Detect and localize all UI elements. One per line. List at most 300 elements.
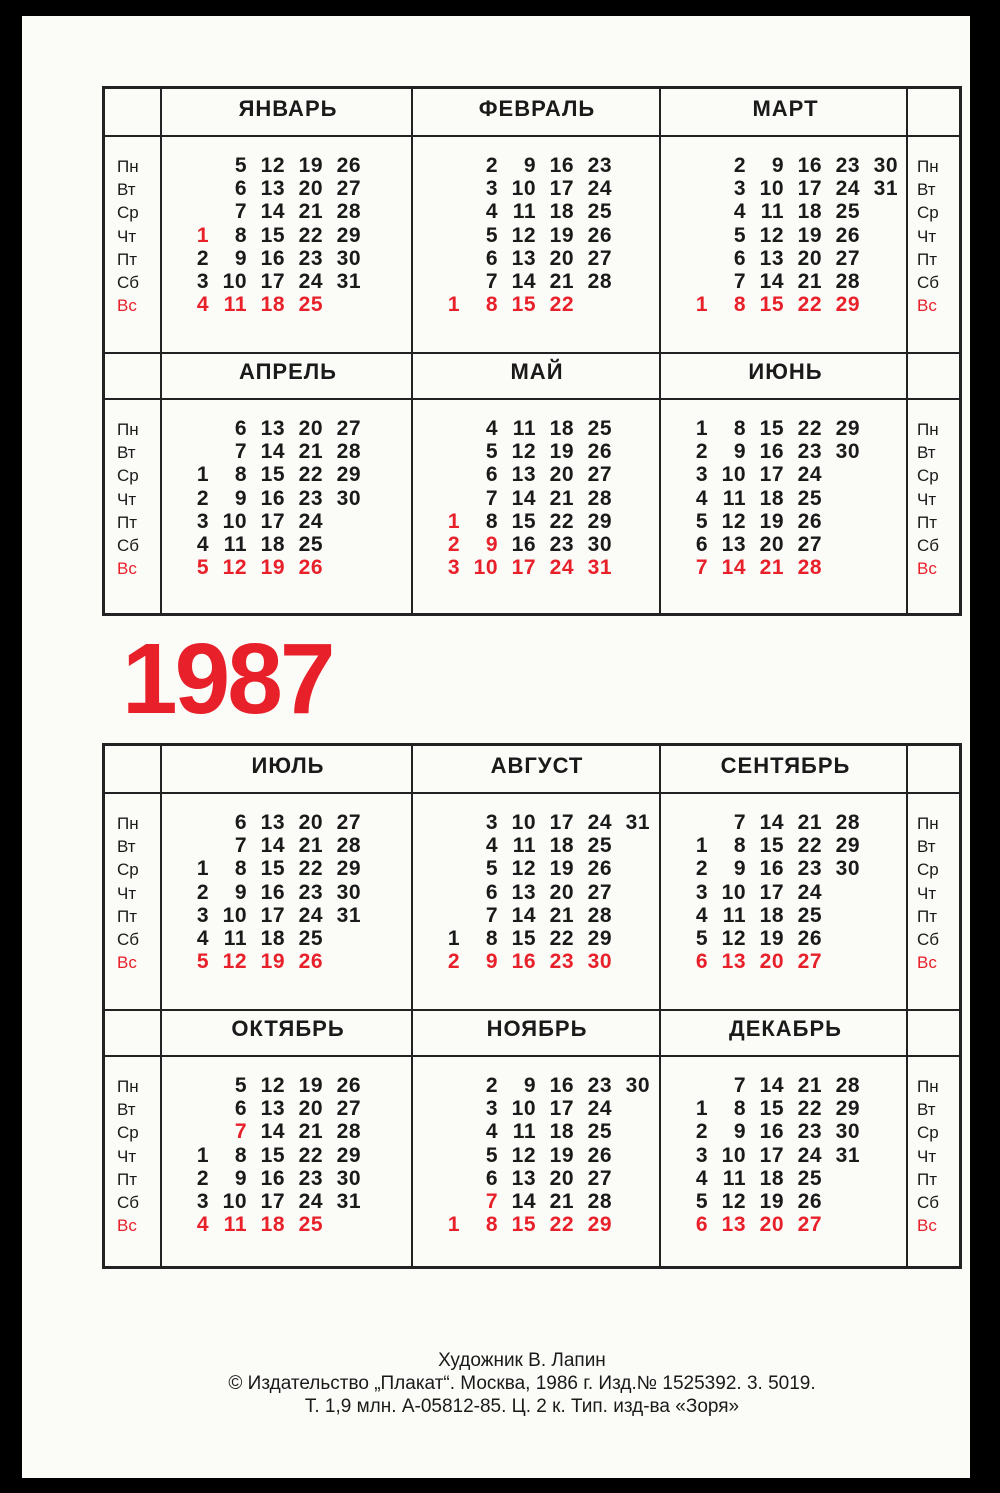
date-cell: 17 [260, 509, 285, 533]
date-cell: 3 [196, 509, 209, 533]
date-cell: 22 [797, 1097, 822, 1121]
date-cell: 22 [298, 463, 323, 487]
date-cell: 22 [298, 1143, 323, 1167]
date-cell: 25 [587, 1120, 612, 1144]
date-cell: 6 [485, 880, 498, 904]
date-cell: 5 [485, 223, 498, 247]
date-cell: 26 [336, 154, 361, 177]
date-cell: 11 [722, 903, 746, 927]
date-cell: 17 [797, 177, 822, 201]
date-cell: 15 [759, 1097, 784, 1121]
date-cell: 13 [260, 811, 285, 834]
date-cell: 16 [511, 950, 536, 974]
date-cell: 24 [298, 903, 323, 927]
date-cell: 6 [234, 177, 247, 201]
date-cell: 22 [298, 857, 323, 881]
date-cell: 30 [873, 154, 898, 177]
date-cell: 15 [759, 834, 784, 858]
date-cell: 7 [695, 556, 708, 580]
date-cell: 10 [511, 1097, 536, 1121]
date-cell: 30 [336, 880, 361, 904]
date-cell: 11 [512, 417, 536, 440]
date-cell: 24 [587, 177, 612, 201]
date-cell: 13 [511, 246, 536, 270]
date-cell: 22 [797, 417, 822, 440]
date-cell: 9 [733, 857, 746, 881]
date-cell: 28 [587, 486, 612, 510]
date-cell: 7 [485, 270, 498, 293]
date-cell: 10 [222, 1190, 247, 1213]
date-cell: 17 [759, 463, 784, 487]
weekday-label: Сб [117, 1193, 140, 1213]
date-cell: 14 [260, 200, 285, 224]
date-cell: 23 [298, 880, 323, 904]
date-cell: 7 [234, 440, 247, 464]
date-cell: 13 [759, 246, 784, 270]
weekday-label: Вт [917, 180, 936, 200]
date-cell: 23 [298, 486, 323, 510]
date-cell: 11 [512, 200, 536, 224]
date-cell: 5 [695, 509, 708, 533]
date-cell: 17 [260, 270, 285, 293]
date-cell: 18 [549, 417, 574, 440]
date-cell: 27 [797, 533, 822, 556]
date-cell: 28 [336, 200, 361, 224]
date-cell: 14 [511, 1190, 536, 1213]
date-cell: 9 [733, 1120, 746, 1144]
weekday-label: Пт [117, 1169, 138, 1189]
date-cell: 18 [759, 903, 784, 927]
weekday-column [117, 155, 139, 317]
date-cell: 6 [695, 533, 708, 556]
date-cell: 18 [260, 1213, 285, 1237]
artist-credit: Художник В. Лапин [438, 1350, 606, 1371]
date-cell: 28 [336, 1120, 361, 1144]
date-cell: 27 [336, 811, 361, 834]
date-cell: 5 [695, 927, 708, 950]
date-cell: 2 [196, 486, 209, 510]
date-cell: 4 [485, 200, 498, 224]
date-cell: 31 [625, 811, 650, 834]
date-cell: 11 [223, 1213, 247, 1237]
weekday-label: Пт [117, 906, 138, 926]
weekday-column [117, 812, 139, 974]
weekday-label: Сб [917, 273, 940, 293]
date-cell: 3 [695, 1143, 708, 1167]
date-cell: 20 [549, 880, 574, 904]
weekday-label: Чт [917, 489, 937, 509]
date-cell: 7 [733, 1074, 746, 1097]
date-cell: 18 [260, 293, 285, 317]
date-cell: 12 [222, 556, 247, 580]
date-cell: 16 [260, 246, 285, 270]
date-cell: 4 [196, 927, 209, 950]
date-cell: 20 [549, 246, 574, 270]
date-cell: 20 [298, 177, 323, 201]
date-cell: 26 [336, 1074, 361, 1097]
date-cell: 30 [587, 950, 612, 974]
month-dates [420, 154, 650, 324]
date-cell: 30 [835, 1120, 860, 1144]
month-title: АВГУСТ [490, 753, 584, 778]
weekday-label: Вт [117, 443, 136, 463]
date-cell: 29 [336, 223, 361, 247]
month-title: ЯНВАРЬ [238, 96, 338, 121]
date-cell: 20 [759, 533, 784, 556]
date-cell: 19 [549, 857, 574, 881]
date-cell: 17 [260, 903, 285, 927]
weekday-column [117, 418, 139, 580]
date-cell: 9 [485, 533, 498, 556]
date-cell: 12 [759, 223, 784, 247]
weekday-label: Чт [917, 226, 937, 246]
weekday-label: Сб [117, 273, 140, 293]
date-cell: 11 [722, 1166, 746, 1190]
grid-hline [105, 352, 959, 354]
date-cell: 21 [797, 1074, 822, 1097]
date-cell: 2 [485, 1074, 498, 1097]
date-cell: 21 [797, 811, 822, 834]
date-cell: 13 [511, 880, 536, 904]
grid-vline [411, 746, 413, 1266]
date-cell: 8 [733, 293, 746, 317]
date-cell: 2 [485, 154, 498, 177]
date-cell: 7 [234, 834, 247, 858]
date-cell: 23 [298, 246, 323, 270]
date-cell: 7 [234, 1120, 247, 1144]
date-cell: 16 [260, 880, 285, 904]
date-cell: 3 [196, 1190, 209, 1213]
date-cell: 12 [511, 1143, 536, 1167]
date-cell: 25 [587, 417, 612, 440]
date-cell: 20 [298, 1097, 323, 1121]
date-cell: 25 [797, 903, 822, 927]
weekday-label: Вс [117, 296, 137, 316]
date-cell: 6 [234, 417, 247, 440]
date-cell: 26 [587, 223, 612, 247]
date-cell: 1 [695, 1097, 708, 1121]
date-cell: 15 [260, 857, 285, 881]
month-dates [420, 811, 650, 981]
date-cell: 30 [587, 533, 612, 556]
weekday-column [917, 418, 939, 580]
date-cell: 6 [234, 811, 247, 834]
weekday-label: Чт [117, 1146, 137, 1166]
date-cell: 16 [759, 1120, 784, 1144]
date-cell: 11 [760, 200, 784, 224]
date-cell: 13 [721, 533, 746, 556]
date-cell: 7 [733, 811, 746, 834]
date-cell: 24 [835, 177, 860, 201]
date-cell: 22 [549, 927, 574, 950]
date-cell: 11 [512, 1120, 536, 1144]
date-cell: 28 [336, 440, 361, 464]
grid-hline [105, 792, 959, 794]
weekday-label: Чт [917, 883, 937, 903]
date-cell: 14 [511, 903, 536, 927]
date-cell: 29 [835, 293, 860, 317]
date-cell: 26 [298, 556, 323, 580]
date-cell: 16 [549, 1074, 574, 1097]
weekday-label: Вс [917, 1216, 937, 1236]
date-cell: 12 [511, 857, 536, 881]
weekday-label: Чт [117, 489, 137, 509]
date-cell: 26 [797, 927, 822, 950]
grid-vline [906, 746, 908, 1266]
date-cell: 14 [759, 811, 784, 834]
date-cell: 24 [797, 463, 822, 487]
date-cell: 18 [549, 200, 574, 224]
date-cell: 10 [759, 177, 784, 201]
date-cell: 14 [260, 834, 285, 858]
date-cell: 21 [549, 270, 574, 293]
date-cell: 20 [759, 1213, 784, 1237]
date-cell: 29 [336, 1143, 361, 1167]
weekday-label: Сб [917, 536, 940, 556]
date-cell: 9 [733, 440, 746, 464]
date-cell: 27 [336, 1097, 361, 1121]
weekday-label: Вт [117, 837, 136, 857]
date-cell: 12 [721, 509, 746, 533]
date-cell: 12 [260, 154, 285, 177]
date-cell: 13 [721, 950, 746, 974]
date-cell: 6 [695, 950, 708, 974]
date-cell: 15 [260, 463, 285, 487]
date-cell: 7 [733, 270, 746, 293]
date-cell: 14 [260, 1120, 285, 1144]
weekday-column [917, 155, 939, 317]
date-cell: 14 [511, 270, 536, 293]
date-cell: 16 [511, 533, 536, 556]
date-cell: 12 [222, 950, 247, 974]
month-title: ИЮНЬ [748, 359, 823, 384]
calendar-grid-top [102, 86, 962, 616]
weekday-column [917, 812, 939, 974]
date-cell: 8 [234, 463, 247, 487]
date-cell: 9 [234, 246, 247, 270]
month-title: МАЙ [510, 359, 564, 384]
date-cell: 25 [298, 533, 323, 556]
month-dates [668, 417, 898, 587]
date-cell: 5 [234, 154, 247, 177]
weekday-label: Пт [917, 1169, 938, 1189]
date-cell: 7 [485, 903, 498, 927]
date-cell: 28 [835, 811, 860, 834]
date-cell: 15 [511, 293, 536, 317]
weekday-label: Ср [117, 466, 139, 486]
date-cell: 22 [549, 509, 574, 533]
date-cell: 6 [234, 1097, 247, 1121]
month-dates [169, 154, 399, 324]
date-cell: 23 [298, 1166, 323, 1190]
print-line: Т. 1,9 млн. А-05812-85. Ц. 2 к. Тип. изд-ва «Зоря» [304, 1396, 740, 1417]
date-cell: 19 [298, 154, 323, 177]
weekday-label: Пт [117, 249, 138, 269]
date-cell: 10 [222, 270, 247, 293]
date-cell: 4 [695, 486, 708, 510]
date-cell: 18 [260, 927, 285, 950]
date-cell: 24 [298, 509, 323, 533]
date-cell: 19 [298, 1074, 323, 1097]
date-cell: 28 [587, 1190, 612, 1213]
date-cell: 8 [485, 927, 498, 950]
date-cell: 30 [835, 857, 860, 881]
weekday-label: Вс [917, 953, 937, 973]
date-cell: 11 [722, 486, 746, 510]
date-cell: 14 [260, 440, 285, 464]
date-cell: 24 [298, 270, 323, 293]
date-cell: 28 [587, 903, 612, 927]
date-cell: 13 [511, 1166, 536, 1190]
date-cell: 26 [797, 1190, 822, 1213]
date-cell: 1 [695, 834, 708, 858]
weekday-label: Пт [117, 512, 138, 532]
date-cell: 29 [835, 1097, 860, 1121]
weekday-label: Ср [917, 1123, 939, 1143]
date-cell: 16 [549, 154, 574, 177]
date-cell: 1 [196, 463, 209, 487]
date-cell: 29 [587, 927, 612, 950]
date-cell: 3 [485, 811, 498, 834]
date-cell: 30 [625, 1074, 650, 1097]
date-cell: 31 [336, 903, 361, 927]
month-title: МАРТ [752, 96, 819, 121]
date-cell: 18 [549, 834, 574, 858]
date-cell: 21 [298, 440, 323, 464]
date-cell: 18 [549, 1120, 574, 1144]
weekday-label: Пн [117, 157, 139, 176]
date-cell: 28 [797, 556, 822, 580]
date-cell: 22 [298, 223, 323, 247]
grid-vline [906, 89, 908, 613]
weekday-label: Сб [917, 1193, 940, 1213]
date-cell: 8 [485, 1213, 498, 1237]
date-cell: 28 [835, 1074, 860, 1097]
grid-hline [105, 398, 959, 400]
date-cell: 14 [759, 270, 784, 293]
date-cell: 16 [260, 1166, 285, 1190]
grid-hline [105, 1055, 959, 1057]
date-cell: 19 [759, 1190, 784, 1213]
calendar-grid-bottom [102, 743, 962, 1269]
date-cell: 4 [485, 834, 498, 858]
date-cell: 23 [587, 1074, 612, 1097]
date-cell: 21 [549, 486, 574, 510]
date-cell: 10 [222, 509, 247, 533]
date-cell: 21 [298, 834, 323, 858]
date-cell: 6 [733, 246, 746, 270]
date-cell: 18 [260, 533, 285, 556]
date-cell: 11 [223, 927, 247, 950]
date-cell: 19 [260, 556, 285, 580]
weekday-label: Сб [117, 930, 140, 950]
date-cell: 26 [298, 950, 323, 974]
date-cell: 13 [260, 177, 285, 201]
weekday-label: Ср [917, 860, 939, 880]
date-cell: 31 [336, 1190, 361, 1213]
weekday-label: Вс [917, 559, 937, 579]
date-cell: 19 [549, 223, 574, 247]
date-cell: 2 [733, 154, 746, 177]
date-cell: 25 [298, 927, 323, 950]
date-cell: 4 [485, 417, 498, 440]
date-cell: 22 [797, 834, 822, 858]
weekday-label: Вс [117, 1216, 137, 1236]
weekday-label: Вс [117, 953, 137, 973]
weekday-label: Пт [917, 249, 938, 269]
date-cell: 23 [549, 533, 574, 556]
weekday-label: Ср [917, 466, 939, 486]
date-cell: 4 [695, 903, 708, 927]
date-cell: 20 [549, 1166, 574, 1190]
month-title: ИЮЛЬ [251, 753, 325, 778]
grid-hline [105, 135, 959, 137]
date-cell: 9 [234, 1166, 247, 1190]
date-cell: 4 [196, 1213, 209, 1237]
date-cell: 25 [835, 200, 860, 224]
date-cell: 27 [797, 950, 822, 974]
grid-vline [411, 89, 413, 613]
date-cell: 13 [721, 1213, 746, 1237]
date-cell: 15 [260, 1143, 285, 1167]
weekday-label: Сб [117, 536, 140, 556]
date-cell: 26 [587, 440, 612, 464]
weekday-column [917, 1075, 939, 1237]
date-cell: 3 [485, 177, 498, 201]
date-cell: 18 [797, 200, 822, 224]
date-cell: 23 [549, 950, 574, 974]
date-cell: 27 [336, 417, 361, 440]
date-cell: 26 [587, 1143, 612, 1167]
weekday-label: Чт [917, 1146, 937, 1166]
date-cell: 1 [695, 293, 708, 317]
date-cell: 21 [797, 270, 822, 293]
date-cell: 5 [196, 556, 209, 580]
date-cell: 18 [759, 486, 784, 510]
date-cell: 7 [234, 200, 247, 224]
month-dates [169, 417, 399, 587]
date-cell: 13 [511, 463, 536, 487]
date-cell: 26 [587, 857, 612, 881]
month-title: АПРЕЛЬ [238, 359, 337, 384]
date-cell: 29 [587, 1213, 612, 1237]
weekday-label: Вт [117, 180, 136, 200]
grid-hline [105, 1009, 959, 1011]
weekday-column [117, 1075, 139, 1237]
date-cell: 21 [549, 903, 574, 927]
month-title: СЕНТЯБРЬ [720, 753, 851, 778]
month-title: ОКТЯБРЬ [231, 1016, 345, 1041]
date-cell: 2 [447, 533, 460, 556]
date-cell: 5 [485, 1143, 498, 1167]
weekday-label: Ср [117, 203, 139, 223]
weekday-label: Пт [917, 512, 938, 532]
date-cell: 7 [485, 1190, 498, 1213]
date-cell: 29 [835, 417, 860, 440]
date-cell: 10 [222, 903, 247, 927]
date-cell: 27 [797, 1213, 822, 1237]
date-cell: 29 [336, 463, 361, 487]
weekday-label: Вс [917, 296, 937, 316]
date-cell: 8 [485, 293, 498, 317]
weekday-label: Ср [117, 1123, 139, 1143]
date-cell: 16 [797, 154, 822, 177]
weekday-label: Ср [117, 860, 139, 880]
date-cell: 5 [485, 857, 498, 881]
date-cell: 5 [485, 440, 498, 464]
date-cell: 10 [511, 811, 536, 834]
date-cell: 16 [260, 486, 285, 510]
